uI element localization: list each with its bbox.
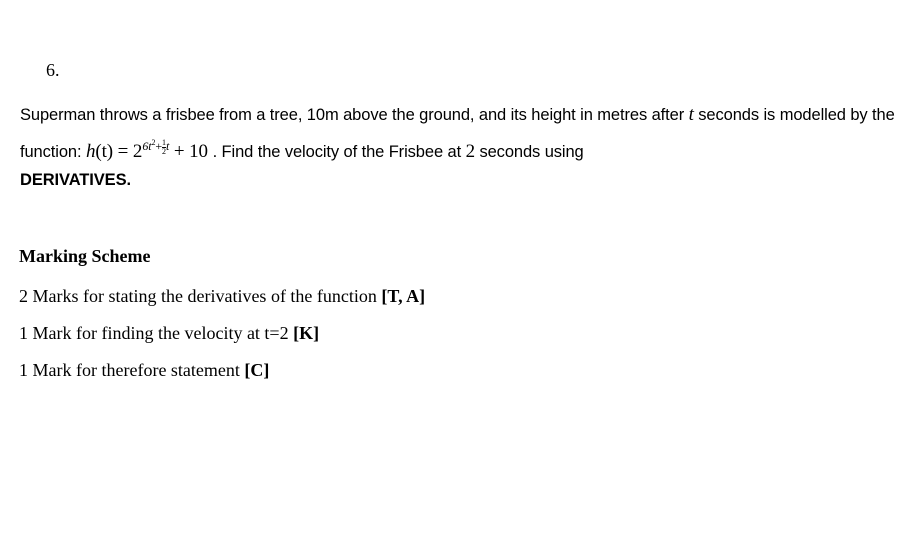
marking-item: 1 Mark for finding the velocity at t=2 [K]	[19, 323, 320, 343]
question-text-part4: seconds using	[479, 143, 584, 161]
function-name: h	[85, 141, 96, 162]
exponent-fraction: $\frac{1}{2}$	[162, 137, 166, 156]
function-exponent: 6t2+ 1 2 t	[142, 137, 170, 156]
question-number: 6.	[46, 60, 60, 80]
function-argument: (t) = 2	[95, 141, 143, 162]
question-text-part3: . Find the velocity of the Frisbee at	[212, 143, 462, 161]
function-tail: + 10	[169, 141, 208, 162]
height-function	[85, 137, 213, 162]
variable-t: t	[688, 104, 694, 125]
marking-scheme-heading: Marking Scheme	[19, 246, 151, 266]
marking-item: 1 Mark for therefore statement [C]	[19, 360, 270, 380]
question-text-part1: Superman throws a frisbee from a tree, 10m above the ground, and its height in metres after	[20, 106, 685, 124]
marking-tag: [T, A]	[381, 286, 426, 306]
marking-tag: [K]	[293, 323, 320, 343]
question-text-part2: seconds is modelled by the function:	[20, 106, 895, 161]
question-text	[20, 101, 910, 194]
time-value: 2	[465, 141, 475, 162]
marking-tag: [C]	[244, 360, 270, 380]
marking-item: 2 Marks for stating the derivatives of the function [T, A]	[19, 286, 426, 306]
derivatives-emphasis: DERIVATIVES.	[20, 171, 131, 189]
